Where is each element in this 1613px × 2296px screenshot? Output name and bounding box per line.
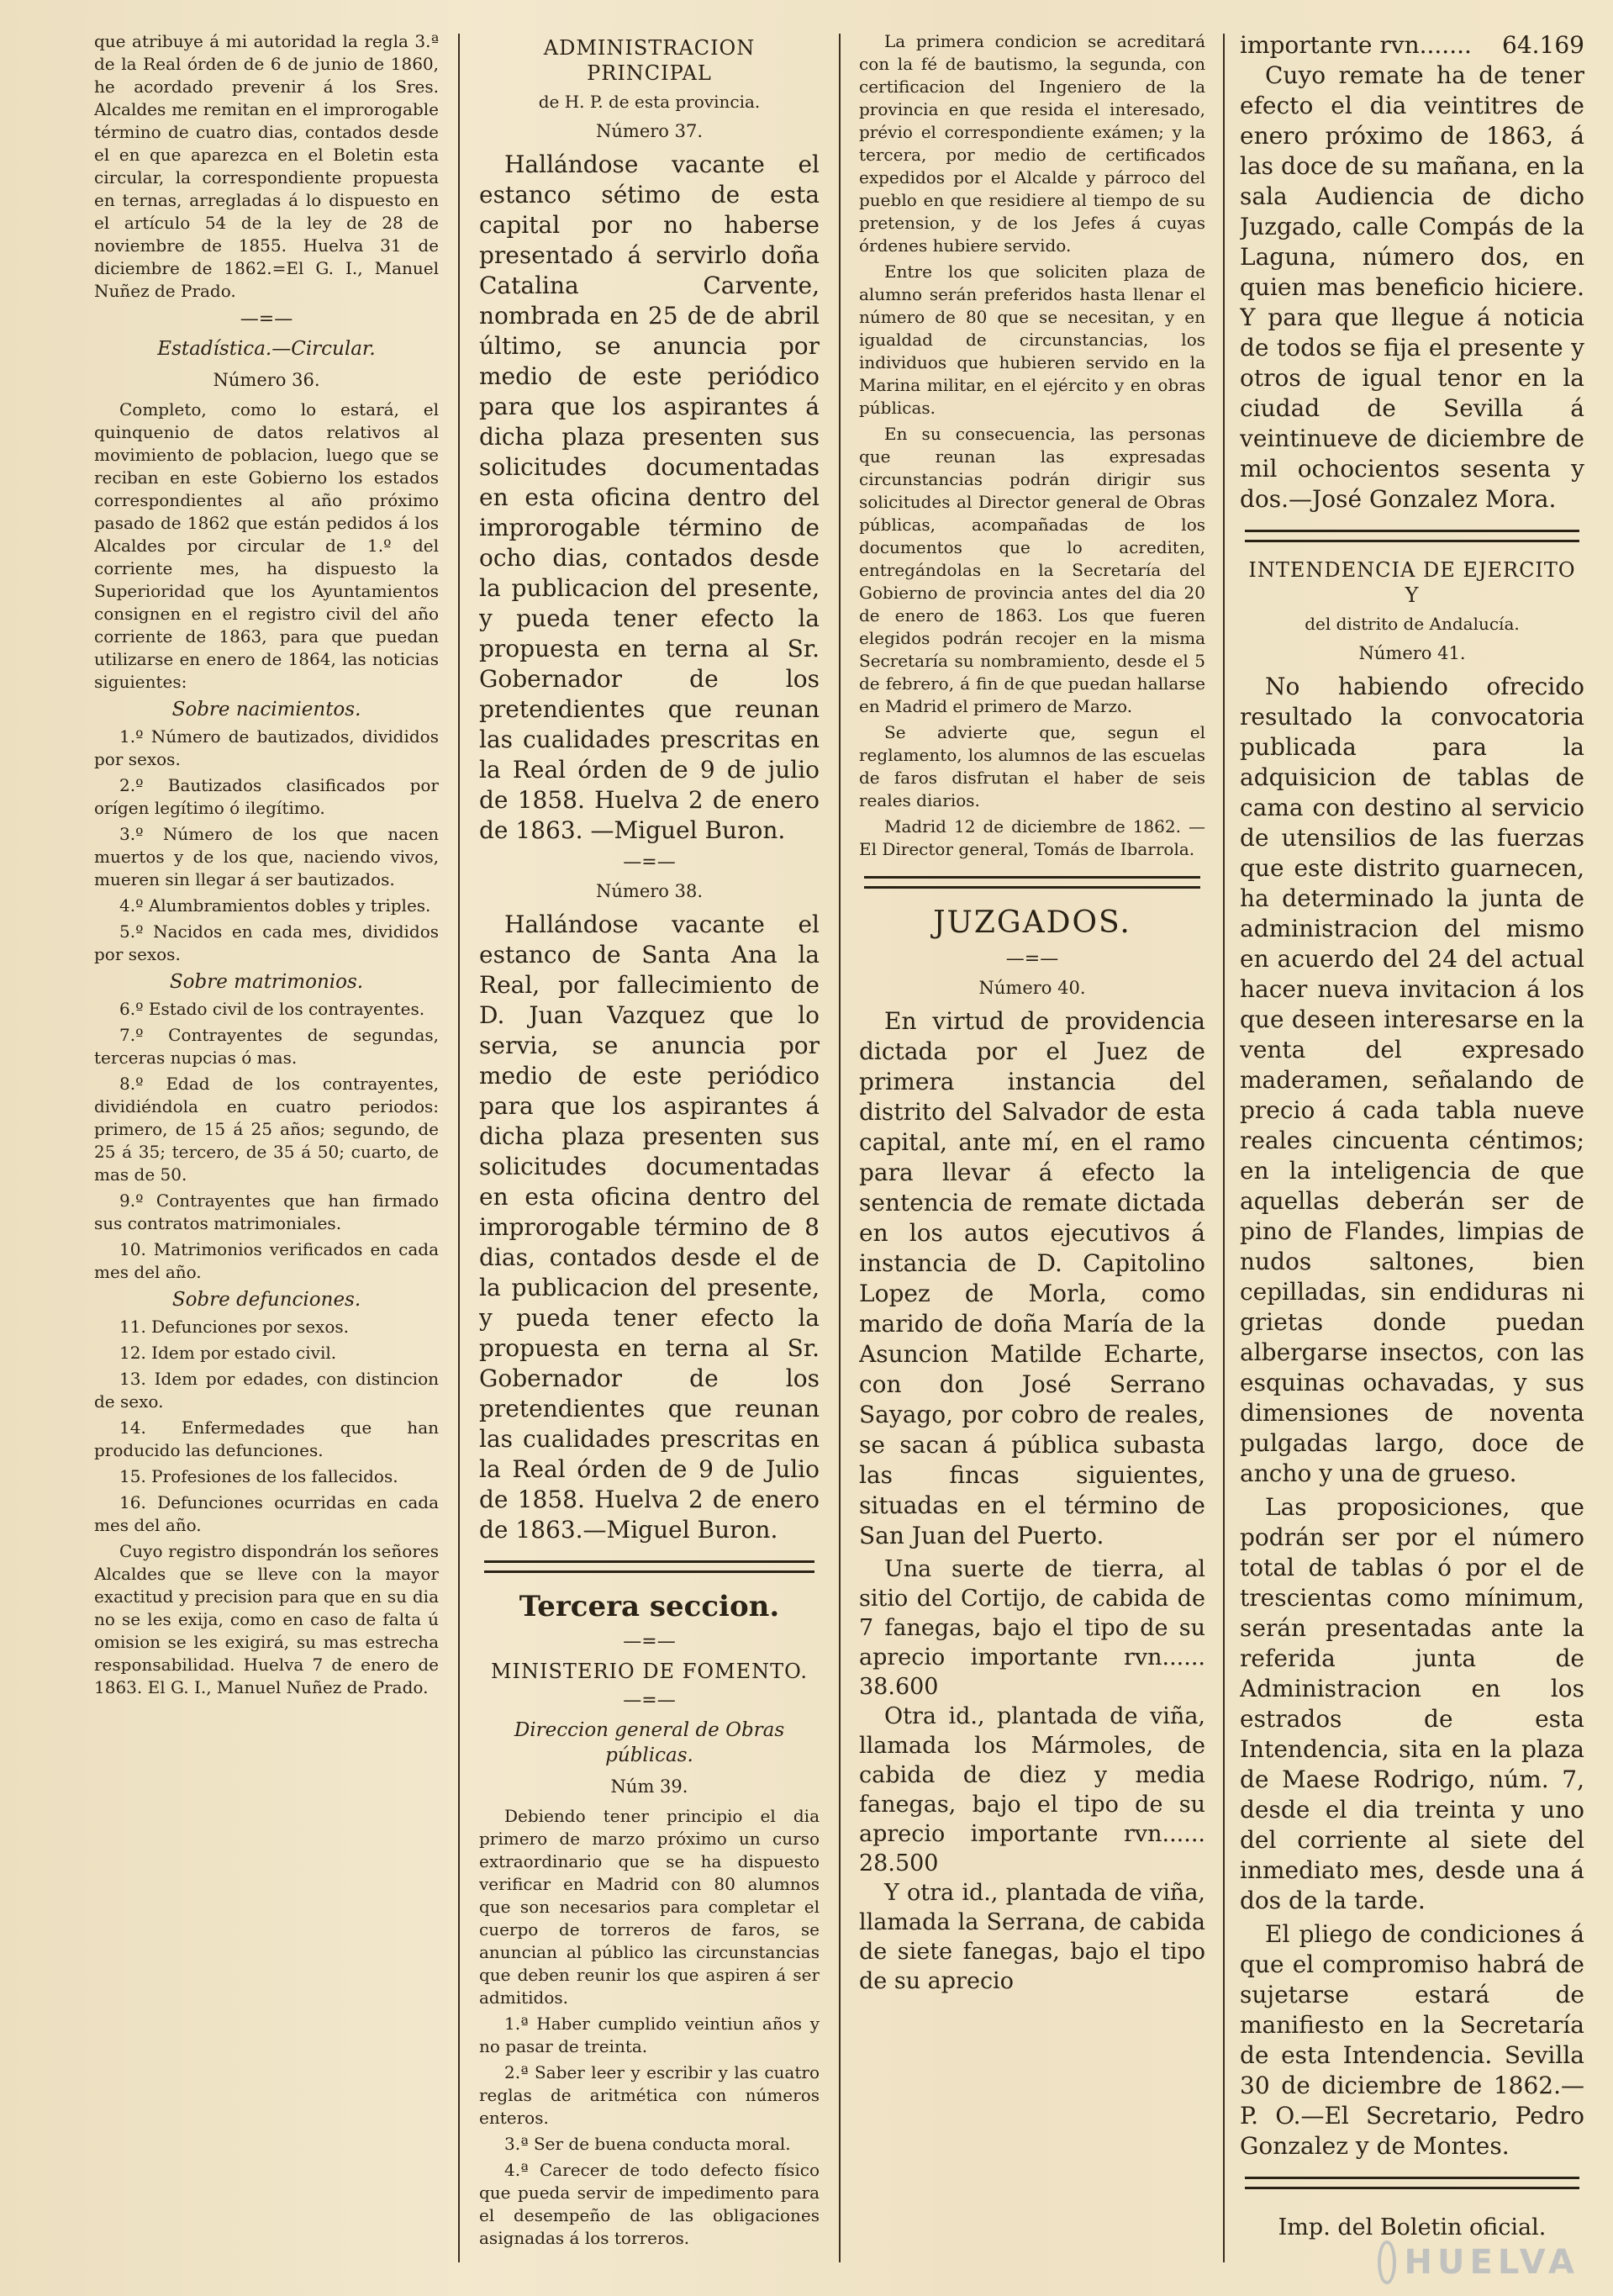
list-item: 3.ª Ser de buena conducta moral.	[504, 2134, 791, 2154]
paragraph: Debiendo tener principio el dia primero de marzo próximo un curso extraordinario que se ha dispuesto verificar en Madrid con 80 alumnos que son necesarios para completar el cuerpo de torreros de faros, se anuncian al público las circunstancias que deben reunir los que aspiren á ser admitidos.	[479, 1806, 820, 2008]
number-heading: Número 40.	[978, 978, 1086, 998]
number-heading: Número 41.	[1358, 643, 1466, 663]
lot-amount: 64.169	[1502, 31, 1584, 59]
ornament: —=—	[623, 1631, 676, 1652]
list-item: 3.º Número de los que nacen muertos y de los que, naciendo vivos, mueren sin llegar á ser bautizados.	[94, 824, 439, 889]
list-item: 16. Defunciones ocurridas en cada mes del año.	[94, 1492, 439, 1535]
divider	[484, 1560, 814, 1573]
lot-text: Otra id., plantada de viña, llamada los Mármoles, de cabida de diez y media fanegas, bajo el tipo de su aprecio importante rvn	[859, 1703, 1205, 1847]
list-item: 4.ª Carecer de todo defecto físico que pueda servir de impedimento para el desempeño de las obligaciones asignadas á los torreros.	[479, 2160, 820, 2248]
paragraph: que atribuye á mi autoridad la regla 3.ª de la Real órden de 6 de junio de 1860, he acordado prevenir á los Sres. Alcaldes me remitan en el improrogable término de cuatro dias, contados desde el en que aparezca en el Boletin esta circular, la correspondiente propuesta en ternas, arregladas á lo dispuesto en el artículo 54 de la ley de 28 de noviembre de 1855. Huelva 31 de diciembre de 1862.=El G. I., Manuel Nuñez de Prado.	[94, 31, 439, 301]
list-item: 10. Matrimonios verificados en cada mes del año.	[94, 1239, 439, 1282]
divider	[1245, 530, 1579, 542]
ornament: —=—	[1005, 948, 1059, 969]
paragraph: En virtud de providencia dictada por el Juez de primera instancia del distrito del Salvador de esta capital, ante mí, en el ramo para llevar á efecto la sentencia de remate dictada en los autos ejecutivos á instancia de D. Capitolino Lopez de Morla, como marido de doña María de la Asuncion Matilde Echarte, con don José Serrano Sayago, por cobro de reales, se sacan á pública subasta las fincas siguientes, situadas en el término de San Juan del Puerto.	[859, 1007, 1205, 1549]
ornament: —=—	[623, 852, 676, 873]
column-rule	[839, 34, 841, 2262]
paragraph: En su consecuencia, las personas que reunan las expresadas circunstancias podrán dirigir sus solicitudes al Director general de Obras públicas, acompañadas de los documentos que lo acrediten, entregándolas en la Secretaría del Gobierno de provincia antes del dia 20 de enero de 1863. Los que fueren elegidos podrán recojer en la misma Secretaría su nombramiento, desde el 5 de febrero, á fin de que puedan hallarse en Madrid el primero de Marzo.	[859, 424, 1205, 716]
paragraph: Y otra id., plantada de viña, llamada la Serrana, de cabida de siete fanegas, bajo el tipo de su aprecio	[859, 1880, 1205, 1994]
section-title: Tercera seccion.	[519, 1590, 780, 1623]
list-item: 8.º Edad de los contrayentes, dividiéndola en cuatro periodos: primero, de 15 á 25 años; segundo, de 25 á 35; tercero, de 35 á 50; cuarto, de mas de 50.	[94, 1074, 439, 1185]
column-rule	[458, 34, 460, 2262]
paragraph: Madrid 12 de diciembre de 1862. —El Director general, Tomás de Ibarrola.	[859, 816, 1205, 859]
paragraph: Entre los que soliciten plaza de alumno serán preferidos hasta llenar el número de 80 que se necesitan, y en igualdad de circunstancias, los individuos que hubieren servido en la Marina militar, en el ejército y en obras públicas.	[859, 261, 1205, 418]
column-3	[859, 30, 1205, 2279]
section-heading: MINISTERIO DE FOMENTO.	[490, 1660, 809, 1683]
column-4	[1240, 30, 1584, 2279]
list-item: 13. Idem por edades, con distincion de sexo.	[94, 1369, 439, 1412]
lot-amount: 28.500	[859, 1850, 939, 1876]
watermark-text: HUELVA	[1404, 2243, 1579, 2282]
subheading: Sobre nacimientos.	[171, 699, 361, 720]
auction-lot-continued	[1240, 30, 1584, 61]
column-1	[94, 30, 439, 2279]
section-title: JUZGADOS.	[933, 905, 1131, 940]
lot-text: importante rvn.......	[1240, 31, 1472, 59]
paragraph: El pliego de condiciones á que el compromiso habrá de sujetarse estará de manifiesto en la Secretaría de esta Intendencia. Sevilla 30 de diciembre de 1862.—P. O.—El Secretario, Pedro Gonzalez y de Montes.	[1240, 1920, 1584, 2160]
divider	[1245, 2177, 1579, 2189]
subheading: Sobre matrimonios.	[169, 971, 364, 993]
list-item: 2.ª Saber leer y escribir y las cuatro reglas de aritmética con números enteros.	[479, 2062, 820, 2128]
list-item: 11. Defunciones por sexos.	[119, 1317, 349, 1337]
paragraph: Hallándose vacante el estanco de Santa Ana la Real, por fallecimiento de D. Juan Vazquez que lo servia, se anuncia por medio de este periódico para que los aspirantes á dicha plaza presenten sus solicitudes documentadas en esta oficina dentro del improrogable término de 8 dias, contados desde el de la publicacion del presente, y pueda tener efecto la propuesta en terna al Sr. Gobernador de los pretendientes que reunan las cualidades prescritas en la Real órden de 9 de Julio de 1858. Huelva 2 de enero de 1863.—Miguel Buron.	[479, 910, 820, 1544]
number-heading: Número 37.	[596, 121, 703, 141]
paragraph: Cuyo registro dispondrán los señores Alcaldes que se lleve con la mayor exactitud y precision para que en su dia no se les exija, como en caso de falta ú omision se les exigirá, su mas estrecha responsabilidad. Huelva 7 de enero de 1863. El G. I., Manuel Nuñez de Prado.	[94, 1541, 439, 1697]
list-item: 4.º Alumbramientos dobles y triples.	[119, 895, 431, 916]
list-item: 15. Profesiones de los fallecidos.	[119, 1466, 398, 1486]
divider	[864, 876, 1200, 889]
column-rule	[1223, 34, 1225, 2262]
list-item: 7.º Contrayentes de segundas, terceras nupcias ó mas.	[94, 1025, 439, 1068]
paragraph: Se advierte que, segun el reglamento, los alumnos de las escuelas de faros disfrutan el haber de seis reales diarios.	[859, 722, 1205, 810]
ornament: —=—	[623, 1690, 676, 1711]
auction-lot: Una suerte de tierra, al sitio del Cortijo, de cabida de 7 fanegas, bajo el tipo de su aprecio importante rvn...... 38.600	[859, 1556, 1205, 1700]
section-heading: INTENDENCIA DE EJERCITO Y	[1248, 558, 1576, 607]
auction-lot: Otra id., plantada de viña, llamada los Mármoles, de cabida de diez y media fanegas, bajo el tipo de su aprecio importante rvn...... 28.500	[859, 1703, 1205, 1876]
section-subheading: del distrito de Andalucía.	[1305, 614, 1520, 634]
lot-amount: 38.600	[859, 1674, 939, 1700]
list-item: 6.º Estado civil de los contrayentes.	[119, 999, 425, 1019]
list-item: 1.ª Haber cumplido veintiun años y no pasar de treinta.	[479, 2014, 820, 2056]
paragraph: Cuyo remate ha de tener efecto el dia veintitres de enero próximo de 1863, á las doce de su mañana, en la sala Audiencia de dicho Juzgado, calle Compás de la Laguna, número dos, en quien mas beneficio hiciere. Y para que llegue á noticia de todos se fija el presente y otros de igual tenor en la ciudad de Sevilla á veintinueve de diciembre de mil ochocientos sesenta y dos.—José Gonzalez Mora.	[1240, 61, 1584, 513]
subheading: Sobre defunciones.	[171, 1289, 361, 1311]
section-title: Estadística.—Circular.	[157, 338, 376, 360]
seal-icon	[1378, 2241, 1396, 2284]
printer-imprint: Imp. del Boletin oficial.	[1278, 2214, 1547, 2241]
library-watermark	[1378, 2237, 1579, 2288]
section-subheading: de H. P. de esta provincia.	[538, 92, 761, 112]
list-item: 1.º Número de bautizados, divididos por sexos.	[94, 726, 439, 769]
list-item: 2.º Bautizados clasificados por orígen legítimo ó ilegítimo.	[94, 775, 439, 818]
section-subheading: Direccion general de Obras públicas.	[514, 1719, 785, 1766]
paragraph: Completo, como lo estará, el quinquenio de datos relativos al movimiento de poblacion, luego que se reciban en este Gobierno los estados correspondientes al año próximo pasado de 1862 que están pedidos á los Alcaldes por circular de 1.º del corriente mes, ha dispuesto la Superioridad que los Ayuntamientos consignen en el registro civil del año corriente de 1863, para que puedan utilizarse en enero de 1864, las noticias siguientes:	[94, 399, 439, 692]
list-item: 14. Enfermedades que han producido las defunciones.	[94, 1417, 439, 1460]
column-2	[479, 30, 820, 2279]
paragraph: La primera condicion se acreditará con la fé de bautismo, la segunda, con certificacion del Ingeniero de la provincia en que resida el interesado, prévio el correspondiente exámen; y la tercera, por medio de certificados expedidos por el Alcalde y párroco del pueblo en que residiere al tiempo de su pretension, y de los Jefes á cuyas órdenes hubiere servido.	[859, 31, 1205, 256]
list-item: 12. Idem por estado civil.	[119, 1343, 337, 1363]
paragraph: Hallándose vacante el estanco sétimo de esta capital por no haberse presentado á servirlo doña Catalina Carvente, nombrada en 25 de de abril último, se anuncia por medio de este periódico para que los aspirantes á dicha plaza presenten sus solicitudes documentadas en esta oficina dentro del improrogable término de ocho dias, contados desde la publicacion del presente, y pueda tener efecto la propuesta en terna al Sr. Gobernador de los pretendientes que reunan las cualidades prescritas en la Real órden de 9 de julio de 1858. Huelva 2 de enero de 1863. —Miguel Buron.	[479, 150, 820, 844]
lot-text: Una suerte de tierra, al sitio del Cortijo, de cabida de 7 fanegas, bajo el tipo de su aprecio importante rvn	[859, 1556, 1205, 1671]
number-heading: Número 36.	[213, 370, 320, 390]
section-heading: ADMINISTRACION PRINCIPAL	[543, 36, 756, 85]
number-heading: Número 38.	[596, 881, 703, 901]
ornament: —=—	[240, 309, 293, 330]
paragraph: No habiendo ofrecido resultado la convocatoria publicada para la adquisicion de tablas de cama con destino al servicio de utensilios de las fuerzas que este distrito guarnecen, ha determinado la junta de administracion del mismo en acuerdo del 24 del actual hacer nueva invitacion á los que deseen interesarse en la venta del expresado maderamen, señalando de precio á cada tabla nueve reales cincuenta céntimos; en la inteligencia de que aquellas deberán ser de pino de Flandes, limpias de nudos saltones, bien cepilladas, sin endiduras ni grietas donde puedan albergarse insectos, con las esquinas ochavadas, y sus dimensiones de noventa pulgadas largo, doce de ancho y una de grueso.	[1240, 673, 1584, 1487]
list-item: 9.º Contrayentes que han firmado sus contratos matrimoniales.	[94, 1190, 439, 1233]
paragraph: Las proposiciones, que podrán ser por el número total de tablas ó por el de trescientas como mínimum, serán presentadas ante la referida junta de Administracion en los estrados de esta Intendencia, sita en la plaza de Maese Rodrigo, núm. 7, desde el dia treinta y uno del corriente al siete del inmediato mes, desde una á dos de la tarde.	[1240, 1493, 1584, 1914]
list-item: 5.º Nacidos en cada mes, divididos por sexos.	[94, 921, 439, 964]
number-heading: Núm 39.	[610, 1776, 688, 1797]
